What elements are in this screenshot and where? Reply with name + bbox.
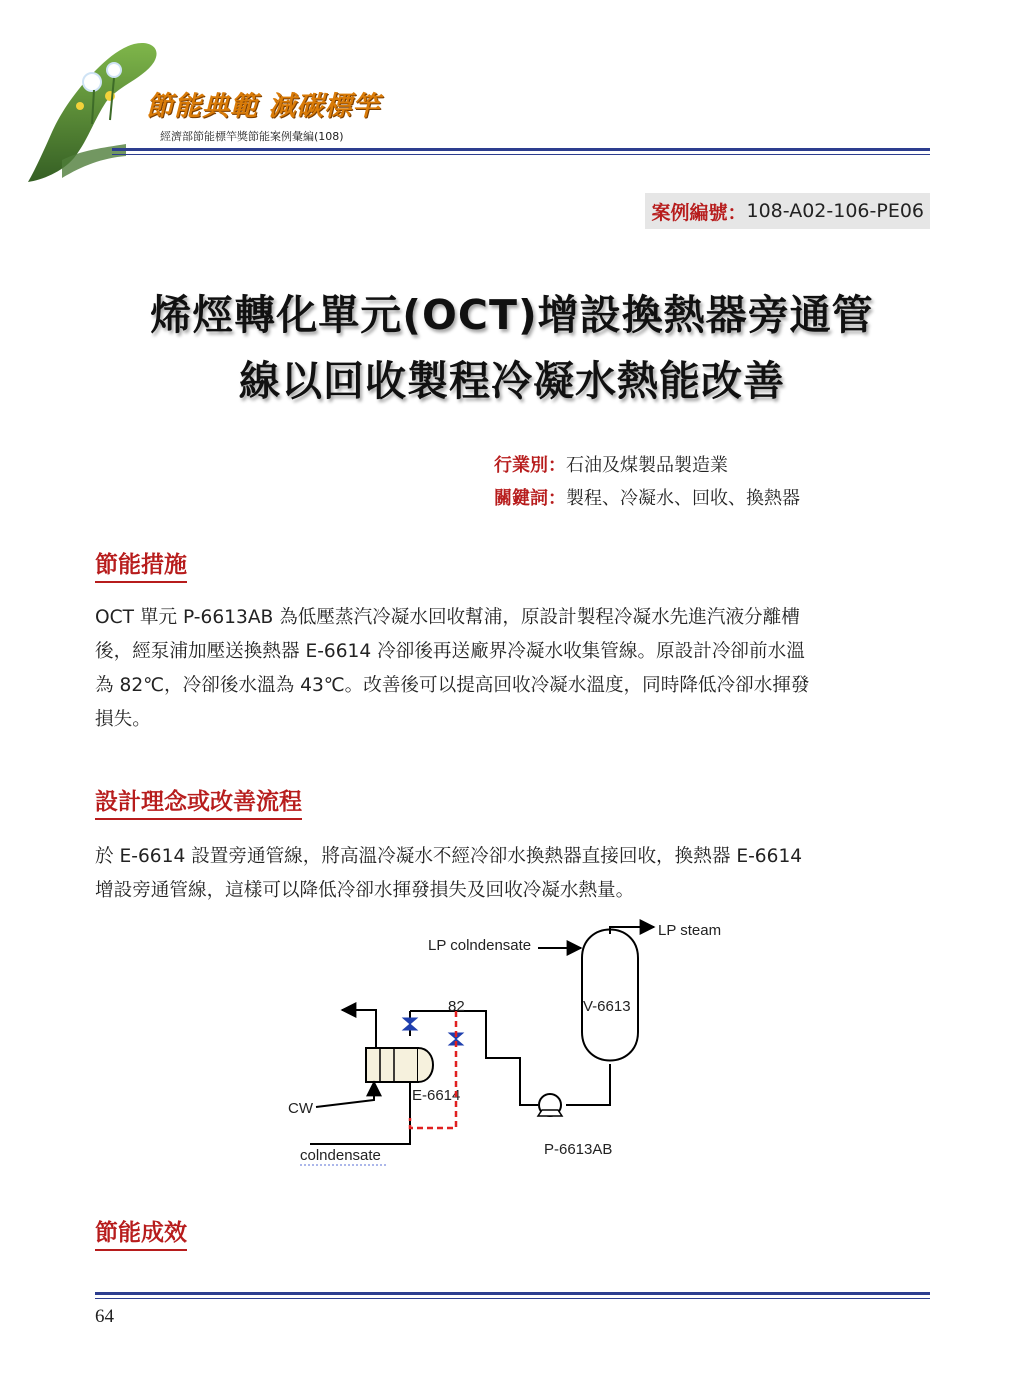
label-exchanger-tag: E-6614 bbox=[412, 1087, 461, 1104]
cw-inlet-line bbox=[316, 1082, 374, 1107]
case-number-value: 108-A02-106-PE06 bbox=[746, 200, 924, 222]
pump-icon bbox=[538, 1094, 562, 1116]
cw-outlet-line bbox=[342, 1010, 376, 1048]
header-rule-thick bbox=[112, 148, 930, 151]
paragraph-line: 為 82℃，冷卻後水溫為 43℃。改善後可以提高回收冷凝水溫度，同時降低冷卻水揮發 bbox=[95, 675, 810, 696]
label-cw: CW bbox=[288, 1100, 313, 1117]
industry-value: 石油及煤製品製造業 bbox=[566, 455, 728, 476]
brand-title: 節能典範 減碳標竿 bbox=[146, 91, 381, 122]
page-number: 64 bbox=[95, 1306, 114, 1327]
header-rule-thin bbox=[112, 154, 930, 155]
label-temperature: 82 bbox=[448, 998, 465, 1015]
keywords-label: 關鍵詞： bbox=[494, 488, 566, 509]
footer-rule-thick bbox=[95, 1292, 930, 1295]
label-lp-condensate: LP colndensate bbox=[428, 937, 532, 954]
section-paragraph-design bbox=[95, 840, 930, 908]
keywords-value: 製程、冷凝水、回收、換熱器 bbox=[566, 488, 800, 509]
page-title-line-2: 線以回收製程冷凝水熱能改善 bbox=[239, 357, 785, 405]
heat-exchanger bbox=[366, 1048, 433, 1082]
industry-label: 行業別： bbox=[494, 455, 566, 476]
label-pump-tag: P-6613AB bbox=[544, 1141, 613, 1158]
paragraph-line: OCT 單元 P-6613AB 為低壓蒸汽冷凝水回收幫浦，原設計製程冷凝水先進汽液分離槽 bbox=[95, 607, 800, 628]
paragraph-line: 增設旁通管線，這樣可以降低冷卻水揮發損失及回收冷凝水熱量。 bbox=[95, 880, 635, 901]
paragraph-line: 後，經泵浦加壓送換熱器 E-6614 冷卻後再送廠界冷凝水收集管線。原設計冷卻前水溫 bbox=[95, 641, 805, 662]
section-paragraph-measures bbox=[95, 601, 930, 737]
vessel-to-pump-line bbox=[566, 1064, 610, 1105]
label-condensate: colndensate bbox=[300, 1147, 381, 1164]
paragraph-line: 於 E-6614 設置旁通管線，將高溫冷凝水不經冷卻水換熱器直接回收，換熱器 E-6614 bbox=[95, 846, 803, 867]
case-number-label: 案例編號： bbox=[651, 201, 747, 224]
separator-vessel bbox=[582, 930, 638, 1061]
footer-rule-thin bbox=[95, 1298, 930, 1299]
keywords-row bbox=[494, 484, 800, 510]
section-heading-measures: 節能措施 bbox=[95, 546, 187, 583]
industry-row bbox=[494, 451, 728, 477]
section-heading-results: 節能成效 bbox=[95, 1214, 187, 1251]
condensate-outlet-line bbox=[310, 1082, 410, 1144]
valve-icon bbox=[403, 1018, 417, 1030]
label-lp-steam: LP steam bbox=[658, 922, 722, 939]
pump-discharge-line bbox=[456, 1011, 538, 1105]
case-number-box bbox=[645, 193, 930, 229]
section-heading-design: 設計理念或改善流程 bbox=[95, 783, 302, 820]
page-title-line-1: 烯烴轉化單元(OCT)增設換熱器旁通管 bbox=[150, 291, 874, 339]
paragraph-line: 損失。 bbox=[95, 709, 151, 730]
process-flow-diagram bbox=[270, 910, 770, 1182]
brand-subtitle: 經濟部節能標竿獎節能案例彙編(108) bbox=[160, 130, 344, 143]
label-separator-tag: V-6613 bbox=[583, 998, 631, 1015]
